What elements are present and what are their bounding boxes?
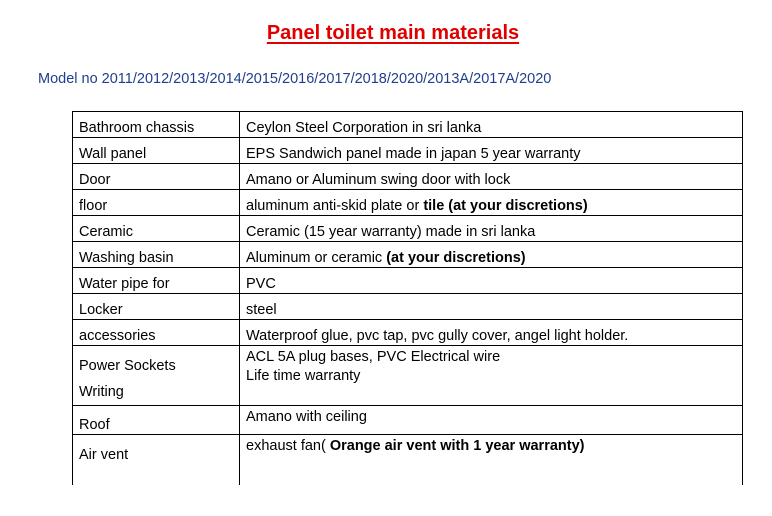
row-value-text: exhaust fan( [246,438,330,454]
row-value-line: ACL 5A plug bases, PVC Electrical wire [246,349,501,365]
table-row [73,406,743,435]
table-row [73,320,743,346]
table-row [73,242,743,268]
row-value [240,346,743,406]
table-row [73,164,743,190]
table-row [73,346,743,406]
row-key: Locker [73,294,240,320]
table-row [73,435,743,486]
table-row [73,268,743,294]
row-value-emphasis: (at your discretions) [386,250,526,266]
row-value: steel [240,294,743,320]
row-key: Water pipe for [73,268,240,294]
materials-table [72,111,743,485]
table-row [73,112,743,138]
row-key-line: Power Sockets [79,358,176,374]
row-value: PVC [240,268,743,294]
row-key: Bathroom chassis [73,112,240,138]
row-key-line: Writing [79,384,124,400]
table-row [73,216,743,242]
model-number-line: Model no 2011/2012/2013/2014/2015/2016/2017/2018/2020/2013A/2017A/2020 [38,71,552,87]
document-title: Panel toilet main materials [266,22,520,44]
row-value: Waterproof glue, pvc tap, pvc gully cover, angel light holder. [240,320,743,346]
row-key [73,346,240,406]
row-value-text: Aluminum or ceramic [246,250,387,266]
row-key: floor [73,190,240,216]
row-key: accessories [73,320,240,346]
row-value: Amano with ceiling [240,406,743,435]
table-row [73,138,743,164]
row-key: Door [73,164,240,190]
row-value [240,435,743,486]
row-value: Ceylon Steel Corporation in sri lanka [240,112,743,138]
row-value: EPS Sandwich panel made in japan 5 year warranty [240,138,743,164]
row-value: Amano or Aluminum swing door with lock [240,164,743,190]
row-value-emphasis: Orange air vent with 1 year warranty) [329,438,585,454]
row-value: Ceramic (15 year warranty) made in sri lanka [240,216,743,242]
row-key: Roof [73,406,240,435]
row-key: Wall panel [73,138,240,164]
row-value [240,242,743,268]
row-value-emphasis: tile (at your discretions) [423,198,588,214]
table-row [73,190,743,216]
row-value [240,190,743,216]
table-row [73,294,743,320]
row-value-text: aluminum anti-skid plate or [246,198,424,214]
row-key: Ceramic [73,216,240,242]
row-value-line: Life time warranty [246,368,361,384]
row-key: Air vent [73,435,240,486]
row-key: Washing basin [73,242,240,268]
